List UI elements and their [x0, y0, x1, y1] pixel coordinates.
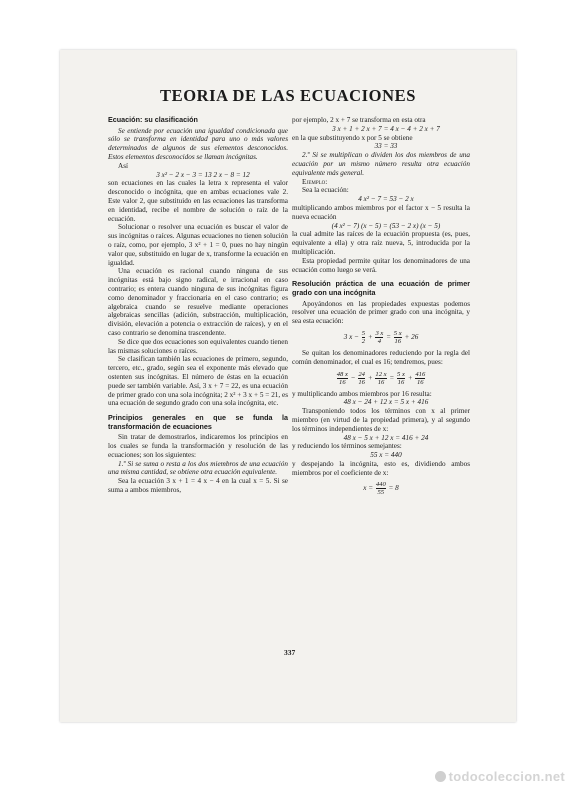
equation: 55 x = 440 [370, 451, 402, 460]
equation: 4 x² − 7 = 53 − 2 x [358, 195, 414, 204]
section-heading-resolucion: Resolución práctica de una ecuación de primer grado con una incógnita [292, 279, 470, 297]
paragraph: Esta propiedad permite quitar los denominadores de una ecuación como luego se verá. [292, 256, 470, 274]
paragraph: Se dice que dos ecuaciones son equivalentes cuando tienen las mismas soluciones o raíces. [108, 337, 288, 355]
paragraph: 2.º Si se multiplican o dividen los dos miembros de una ecuación por un mismo número resulta otra ecuación equivalente más general. [292, 151, 470, 177]
paragraph: la cual admite las raíces de la ecuación propuesta (es, pues, equivalente a ella) y otra raíz nueva, 5, introducida por la multiplicación. [292, 230, 470, 256]
watermark-icon [435, 771, 446, 782]
right-column [292, 116, 470, 500]
paragraph: multiplicando ambos miembros por el factor x − 5 resulta la nueva ecuación [292, 203, 470, 221]
equation: 3 x² − 2 x − 3 = 13 2 x − 8 = 12 [156, 170, 250, 179]
page-number: 337 [284, 648, 296, 657]
paragraph: Solucionar o resolver una ecuación es buscar el valor de sus incógnitas o raíces. Algunas ecuaciones no tienen solución o raíz, como, por ejemplo, 3 x² + 1 = 0, pues no hay ningún valor que, substituido en lugar de x, transforme la ecuación en igualdad. [108, 223, 288, 267]
section-heading-principios: Principios generales en que se funda la transformación de ecuaciones [108, 413, 288, 431]
paragraph: Apoyándonos en las propiedades expuestas podemos resolver una ecuación de primer grado con una incógnita, y sea esta ecuación: [292, 299, 470, 326]
paragraph: son ecuaciones en las cuales la letra x representa el valor desconocido o incógnita, que en ambas ecuaciones vale 2. Este valor 2, que substituido en las ecuaciones las transforma en identidad, recibe el nombre de solución o raíz de la ecuación. [108, 179, 288, 223]
equation: 48 x − 5 x + 12 x = 416 + 24 [343, 433, 429, 442]
paragraph: Transponiendo todos los términos con x al primer miembro (en virtud de la propiedad primera), y al segundo los términos independientes de x: [292, 407, 470, 433]
paragraph: Sea la ecuación 3 x + 1 = 4 x − 4 en la cual x = 5. Si se suma a ambos miembros, [108, 477, 288, 495]
paragraph: en la que substituyendo x por 5 se obtiene [292, 133, 413, 142]
section-heading-clasificacion: Ecuación: su clasificación [108, 115, 198, 124]
equation-fraction-2: $\frac{48 x}{16}$ − $\frac{24}{16}$ + $\frac{12 x}{16}$ = $\frac{5 x}{16}$ + $\frac{416}{16}$ [336, 370, 426, 386]
paragraph: y multiplicando ambos miembros por 16 resulta: [292, 389, 432, 398]
paragraph: Se clasifican también las ecuaciones de primero, segundo, tercero, etc., grado, según sea el exponente más elevado que ostenten sus incógnitas. El número de éstas en la ecuación puede ser también variable. Así, 3 x + 7 = 22, es una ecuación de primer grado con una sola incógnita; 2 x² + 3 x + 5 = 21, es una ecuación de segundo grado con una sola incógnita, etc. [108, 355, 288, 408]
equation-fraction-3: x = $\frac{440}{55}$ = 8 [363, 481, 399, 497]
watermark-logo: todocoleccion.net [435, 769, 565, 784]
paragraph: Así [118, 161, 128, 170]
equation: (4 x² − 7) (x − 5) = (53 − 2 x) (x − 5) [331, 221, 441, 230]
book-page [60, 50, 516, 722]
page-title: TEORIA DE LAS ECUACIONES [159, 86, 416, 105]
example-label: Ejemplo: [302, 177, 328, 186]
equation: 3 x + 1 + 2 x + 7 = 4 x − 4 + 2 x + 7 [332, 124, 440, 133]
paragraph: por ejemplo, 2 x + 7 se transforma en esta otra [292, 116, 426, 124]
paragraph: Una ecuación es racional cuando ninguna de sus incógnitas está bajo signo radical, e irracional en caso contrario; es entera cuando ninguna de sus incógnitas figura como denominador y fraccionaria en el caso contrario; es algebraica cuando se resuelve mediante operaciones algebraicas sencillas (adición, substracción, multiplicación, división, elevación a potencia o extracción de raíces), y en el caso contrario se denomina trascendente. [108, 267, 288, 337]
left-column [108, 116, 288, 495]
equation-fraction-1: 3 x − $\frac{5}{2}$ + $\frac{3 x}{4}$ = $\frac{5 x}{16}$ + 26 [343, 329, 419, 345]
paragraph: Se quitan los denominadores reduciendo por la regla del común denominador, el cual es 16; tendremos, pues: [292, 348, 470, 366]
paragraph: Sea la ecuación: [302, 186, 349, 195]
paragraph: Se entiende por ecuación una igualdad condicionada que sólo se transforma en identidad para uno o más valores determinados de algunos de sus elementos desconocidos. Estos elementos desconocidos se llaman incógnitas. [108, 126, 288, 161]
paragraph: y reduciendo los términos semejantes: [292, 442, 402, 451]
paragraph: 1.º Si se suma o resta a los dos miembros de una ecuación una misma cantidad, se obtiene otra ecuación equivalente. [108, 459, 288, 477]
paragraph: Sin tratar de demostrarlos, indicaremos los principios en los cuales se funda la transformación y resolución de las ecuaciones; son los siguientes: [108, 433, 288, 459]
equation: 48 x − 24 + 12 x = 5 x + 416 [343, 398, 429, 407]
equation: 33 = 33 [374, 142, 398, 151]
paragraph: y despejando la incógnita, esto es, dividiendo ambos miembros por el coeficiente de x: [292, 459, 470, 477]
